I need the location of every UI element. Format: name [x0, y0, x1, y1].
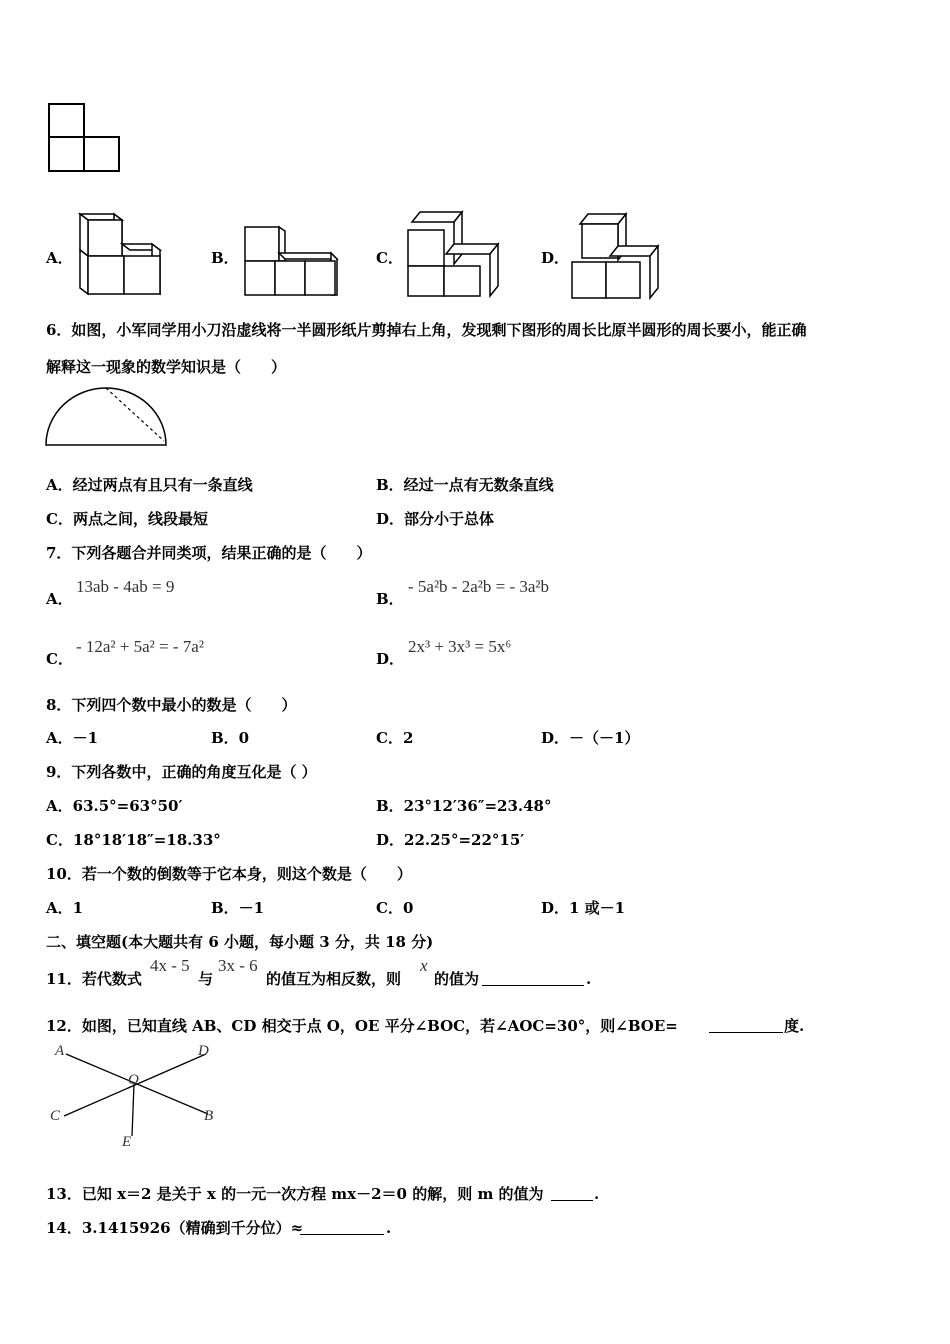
q7-option-a-expr: 13ab - 4ab = 9 [76, 577, 175, 596]
q11-expr1: 4x - 5 [150, 956, 190, 975]
q14-answer-blank[interactable] [300, 1220, 384, 1235]
q12-label-e: E [122, 1134, 132, 1150]
q12-label-o: O [128, 1072, 139, 1088]
top-view-figure [48, 103, 123, 173]
q12-stem: 12．如图，已知直线 AB、CD 相交于点 O，OE 平分∠BOC，若∠AOC=30°，则∠BOE= [46, 1017, 678, 1035]
q12-label-b: B [204, 1108, 214, 1124]
q6-option-b[interactable]: B．经过一点有无数条直线 [376, 476, 554, 494]
q10-option-a[interactable]: A．1 [46, 899, 84, 917]
semicircle-figure [44, 386, 169, 448]
q13-answer-blank[interactable] [551, 1186, 593, 1201]
q13-end: . [594, 1185, 600, 1203]
q11-var: x [420, 956, 428, 975]
q8-stem: 8．下列四个数中最小的数是（ ） [46, 696, 297, 714]
q7-option-c-label[interactable]: C． [46, 650, 73, 668]
q8-option-b[interactable]: B．0 [211, 729, 250, 747]
q9-option-a[interactable]: A．63.5°=63°50′ [46, 797, 183, 815]
q10-option-c[interactable]: C．0 [376, 899, 414, 917]
q12-end: 度. [784, 1017, 805, 1035]
q6-option-d[interactable]: D．部分小于总体 [376, 510, 495, 528]
q7-option-a-label[interactable]: A． [46, 590, 73, 608]
q5-option-b-figure [243, 225, 343, 300]
q9-option-d[interactable]: D．22.25°=22°15′ [376, 831, 525, 849]
q5-option-c-label[interactable]: C． [376, 249, 403, 267]
q7-option-b-expr: - 5a²b - 2a²b = - 3a²b [408, 577, 549, 596]
q5-option-a-figure [78, 210, 163, 300]
q6-stem-line2: 解释这一现象的数学知识是（ ） [46, 358, 287, 376]
q12-label-d: D [198, 1043, 209, 1059]
q7-option-c-expr: - 12a² + 5a² = - 7a² [76, 637, 204, 656]
q8-option-a[interactable]: A．－1 [46, 729, 99, 747]
q6-stem-line1: 6．如图，小军同学用小刀沿虚线将一半圆形纸片剪掉右上角，发现剩下图形的周长比原半圆形的周长要小，能正确 [46, 321, 807, 339]
q6-option-c[interactable]: C．两点之间，线段最短 [46, 510, 208, 528]
q11-mid2: 的值互为相反数，则 [266, 970, 402, 988]
section2-heading: 二、填空题(本大题共有 6 小题，每小题 3 分，共 18 分) [46, 933, 434, 951]
q7-option-d-expr: 2x³ + 3x³ = 5x⁶ [408, 637, 512, 656]
q11-end: . [586, 970, 592, 988]
q11-suffix: 的值为 [434, 970, 480, 988]
q10-option-b[interactable]: B．－1 [211, 899, 265, 917]
q7-stem: 7．下列各题合并同类项，结果正确的是（ ） [46, 544, 372, 562]
q5-option-a-label[interactable]: A． [46, 249, 73, 267]
q13-text: 13．已知 x＝2 是关于 x 的一元一次方程 mx－2＝0 的解，则 m 的值为 [46, 1185, 544, 1203]
q11-prefix: 11．若代数式 [46, 970, 142, 988]
q7-option-d-label[interactable]: D． [376, 650, 405, 668]
q9-stem: 9．下列各数中，正确的角度互化是（ ） [46, 763, 317, 781]
q12-label-c: C [50, 1108, 61, 1124]
q11-mid1: 与 [198, 970, 214, 988]
q10-stem: 10．若一个数的倒数等于它本身，则这个数是（ ） [46, 865, 412, 883]
q6-option-a[interactable]: A．经过两点有且只有一条直线 [46, 476, 253, 494]
q5-option-c-figure [406, 210, 501, 302]
q14-text: 14．3.1415926（精确到千分位）≈ [46, 1219, 304, 1237]
q5-option-b-label[interactable]: B． [211, 249, 239, 267]
q11-expr2: 3x - 6 [218, 956, 258, 975]
q8-option-d[interactable]: D．－（－1） [541, 729, 640, 747]
q14-end: . [386, 1219, 392, 1237]
q9-option-c[interactable]: C．18°18′18″=18.33° [46, 831, 221, 849]
q5-option-d-label[interactable]: D． [541, 249, 570, 267]
q11-answer-blank[interactable] [482, 971, 584, 986]
q9-option-b[interactable]: B．23°12′36″=23.48° [376, 797, 552, 815]
q7-option-b-label[interactable]: B． [376, 590, 404, 608]
q12-answer-blank[interactable] [709, 1018, 783, 1033]
q5-option-d-figure [570, 210, 665, 302]
q8-option-c[interactable]: C．2 [376, 729, 414, 747]
q12-label-a: A [55, 1043, 65, 1059]
q10-option-d[interactable]: D．1 或－1 [541, 899, 626, 917]
